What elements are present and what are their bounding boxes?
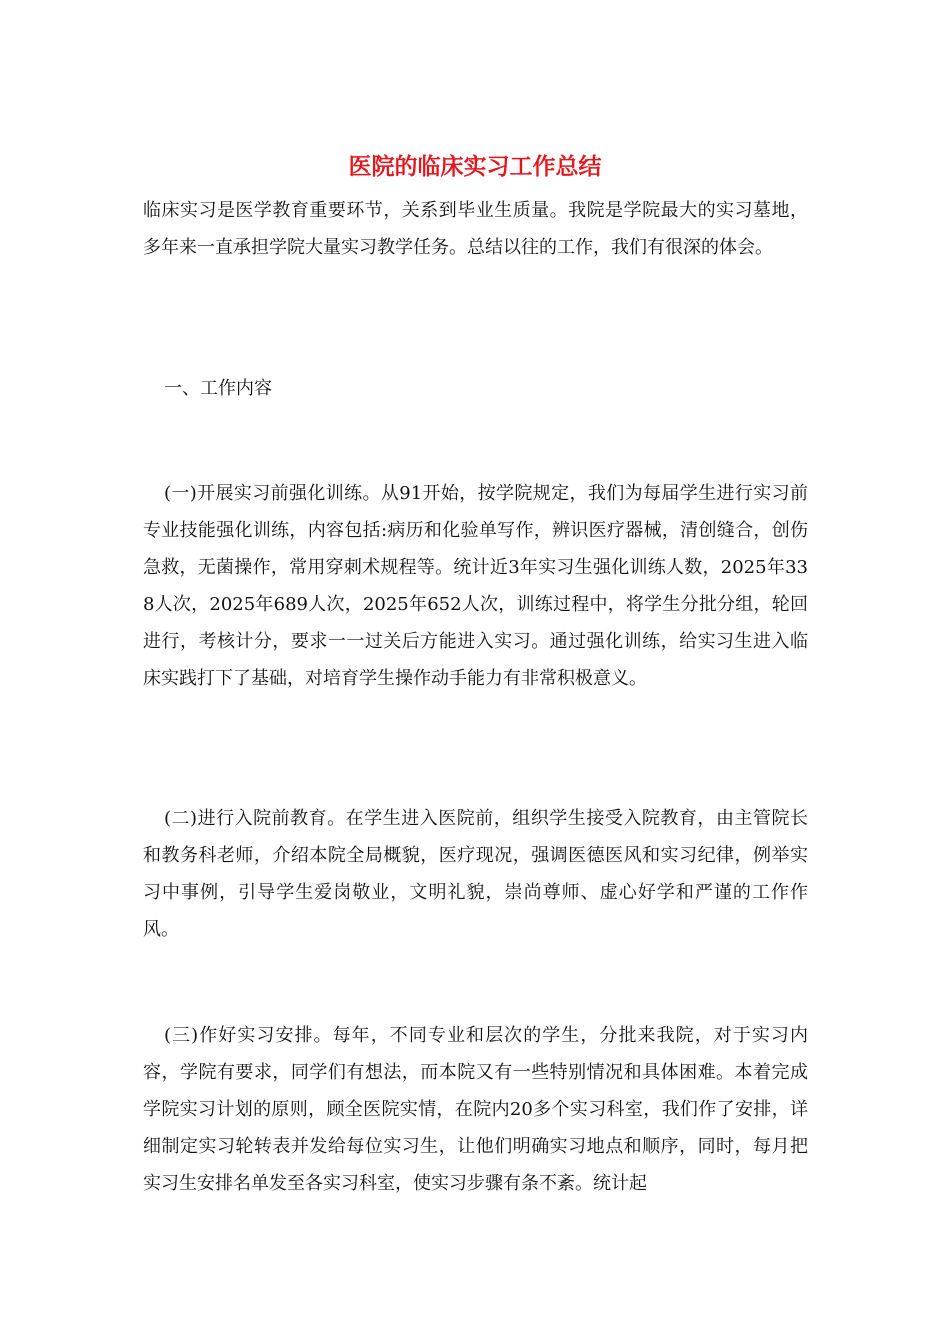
section-heading: 一、工作内容 — [164, 378, 272, 399]
paragraph-orientation: (二)进行入院前教育。在学生进入医院前，组织学生接受入院教育，由主管院长和教务科老师，介绍本院全局概貌，医疗现况，强调医德医风和实习纪律，例举实习中事例，引导学生爱岗敬业，文明礼貌，崇尚尊师、虚心好学和严谨的工作作风。 — [143, 808, 808, 940]
intro-paragraph: 临床实习是医学教育重要环节，关系到毕业生质量。我院是学院最大的实习墓地，多年来一直承担学院大量实习教学任务。总结以往的工作，我们有很深的体会。 — [143, 200, 808, 258]
paragraph-arrangement: (三)作好实习安排。每年，不同专业和层次的学生，分批来我院，对于实习内容，学院有要求，同学们有想法，而本院又有一些特别情况和具体困难。本着完成学院实习计划的原则，顾全医院实情，在院内20多个实习科室，我们作了安排，详细制定实习轮转表并发给每位实习生，让他们明确实习地点和顺序，同时，每月把实习生安排名单发至各实习科室，使实习步骤有条不紊。统计起 — [143, 1025, 808, 1194]
paragraph-training: (一)开展实习前强化训练。从91开始，按学院规定，我们为每届学生进行实习前专业技能强化训练，内容包括:病历和化验单写作，辨识医疗器械，清创缝合，创伤急救，无菌操作，常用穿刺术规程等。统计近3年实习生强化训练人数，2025年338人次，2025年689人次，2025年652人次，训练过程中，将学生分批分组，轮回进行，考核计分，要求一一过关后方能进入实习。通过强化训练，给实习生进入临床实践打下了基础，对培育学生操作动手能力有非常积极意义。 — [143, 483, 808, 689]
document-title: 医院的临床实习工作总结 — [348, 153, 602, 180]
